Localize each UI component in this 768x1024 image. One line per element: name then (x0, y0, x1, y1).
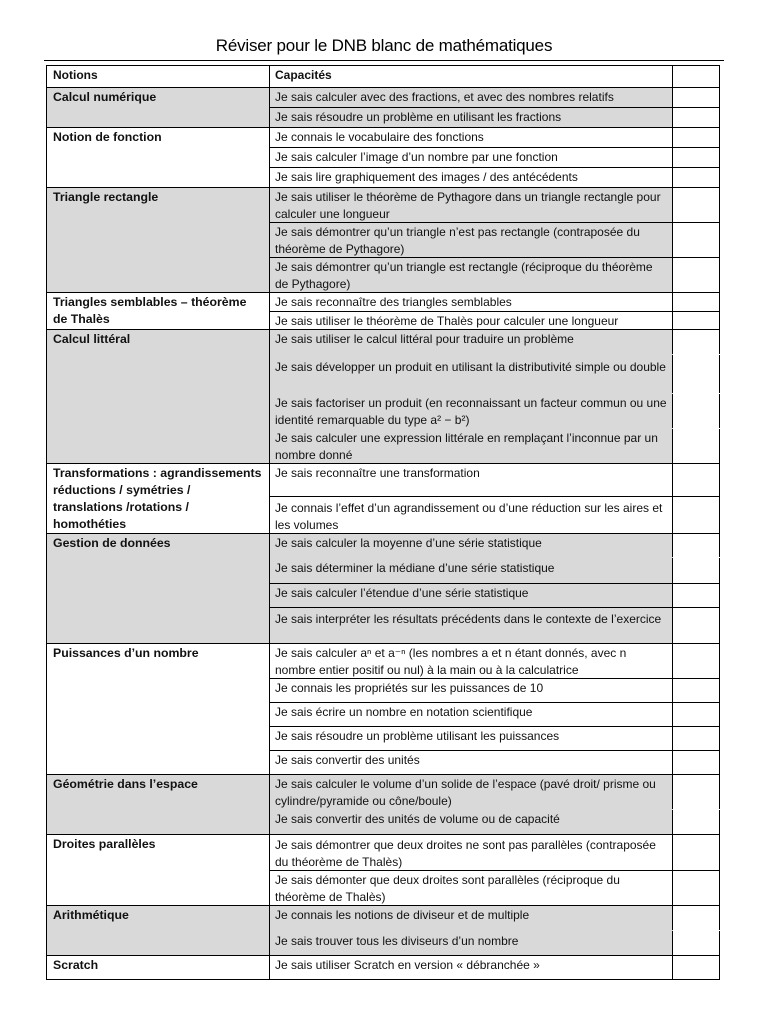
skill-cell: Je sais démontrer que deux droites ne sont pas parallèles (contraposée du théorème de Thalès) (270, 835, 673, 871)
notion-calcul-litteral: Calcul littéral (47, 330, 270, 464)
skill-cell: Je sais utiliser le théorème de Thalès pour calculer une longueur (270, 311, 673, 330)
check-cell[interactable] (673, 835, 720, 871)
skill-cell: Je sais démontrer qu’un triangle n’est pas rectangle (contraposée du théorème de Pythagore) (270, 223, 673, 258)
check-cell[interactable] (673, 429, 720, 464)
notion-triangles-semblables: Triangles semblables – théorème de Thalès (47, 293, 270, 330)
check-cell[interactable] (673, 751, 720, 775)
skill-cell: Je sais résoudre un problème utilisant les puissances (270, 727, 673, 751)
notion-transformations: Transformations : agrandissements réductions / symétries / translations /rotations / homothéties (47, 464, 270, 534)
check-cell[interactable] (673, 330, 720, 355)
skill-cell: Je sais calculer avec des fractions, et avec des nombres relatifs (270, 88, 673, 108)
skill-cell: Je sais calculer l’étendue d’une série statistique (270, 584, 673, 608)
skill-cell: Je sais convertir des unités (270, 751, 673, 775)
skill-cell: Je sais démontrer qu’un triangle est rectangle (réciproque du théorème de Pythagore) (270, 258, 673, 293)
table-row (47, 88, 720, 108)
table-row (47, 956, 720, 980)
check-cell[interactable] (673, 775, 720, 810)
check-cell[interactable] (673, 931, 720, 956)
check-cell[interactable] (673, 679, 720, 703)
check-cell[interactable] (673, 394, 720, 429)
skill-cell: Je sais écrire un nombre en notation scientifique (270, 703, 673, 727)
skill-cell: Je sais déterminer la médiane d’une série statistique (270, 558, 673, 584)
skill-cell: Je sais reconnaître une transformation (270, 464, 673, 497)
notion-puissances: Puissances d’un nombre (47, 644, 270, 775)
skill-cell: Je sais reconnaître des triangles semblables (270, 293, 673, 312)
check-cell[interactable] (673, 906, 720, 931)
check-cell[interactable] (673, 584, 720, 608)
check-cell[interactable] (673, 88, 720, 108)
check-cell[interactable] (673, 258, 720, 293)
notion-gestion-donnees: Gestion de données (47, 534, 270, 644)
table-row (47, 835, 720, 871)
check-cell[interactable] (673, 703, 720, 727)
skill-cell: Je sais interpréter les résultats précédents dans le contexte de l’exercice (270, 608, 673, 644)
table-row (47, 534, 720, 558)
table-row (47, 128, 720, 148)
check-cell[interactable] (673, 534, 720, 558)
table-row (47, 464, 720, 497)
check-cell[interactable] (673, 188, 720, 223)
check-cell[interactable] (673, 223, 720, 258)
table-row (47, 330, 720, 355)
table-row (47, 906, 720, 931)
header-notions: Notions (47, 66, 270, 88)
table-row (47, 293, 720, 312)
skill-cell: Je sais lire graphiquement des images / des antécédents (270, 168, 673, 188)
check-cell[interactable] (673, 727, 720, 751)
notion-geometrie-espace: Géométrie dans l’espace (47, 775, 270, 835)
skill-cell: Je connais l’effet d’un agrandissement ou d’une réduction sur les aires et les volumes (270, 497, 673, 534)
skill-cell: Je sais utiliser le calcul littéral pour traduire un problème (270, 330, 673, 355)
check-cell[interactable] (673, 464, 720, 497)
check-cell[interactable] (673, 608, 720, 644)
check-cell[interactable] (673, 108, 720, 128)
table-row (47, 188, 720, 223)
check-cell[interactable] (673, 311, 720, 330)
skill-cell: Je sais factoriser un produit (en reconnaissant un facteur commun ou une identité remarquable du type a² − b²) (270, 394, 673, 429)
skill-cell: Je sais calculer une expression littérale en remplaçant l’inconnue par un nombre donné (270, 429, 673, 464)
check-cell[interactable] (673, 644, 720, 679)
notion-triangle-rectangle: Triangle rectangle (47, 188, 270, 293)
page-title: Réviser pour le DNB blanc de mathématiques (215, 36, 553, 55)
check-cell[interactable] (673, 293, 720, 312)
title-underline (44, 60, 724, 61)
skill-cell: Je connais les notions de diviseur et de multiple (270, 906, 673, 931)
notion-droites-paralleles: Droites parallèles (47, 835, 270, 906)
header-capacites: Capacités (270, 66, 673, 88)
skill-cell: Je sais calculer la moyenne d’une série statistique (270, 534, 673, 558)
check-cell[interactable] (673, 956, 720, 980)
skill-cell: Je sais trouver tous les diviseurs d’un nombre (270, 931, 673, 956)
check-cell[interactable] (673, 871, 720, 906)
skill-cell: Je sais calculer l’image d’un nombre par une fonction (270, 148, 673, 168)
check-cell[interactable] (673, 497, 720, 534)
check-header-cell (673, 66, 720, 88)
skill-cell: Je sais calculer le volume d’un solide de l’espace (pavé droit/ prisme ou cylindre/pyramide ou cône/boule) (270, 775, 673, 810)
check-cell[interactable] (673, 168, 720, 188)
skill-cell: Je sais convertir des unités de volume ou de capacité (270, 810, 673, 835)
notion-fonction: Notion de fonction (47, 128, 270, 188)
skill-cell: Je connais le vocabulaire des fonctions (270, 128, 673, 148)
skill-cell: Je sais développer un produit en utilisant la distributivité simple ou double (270, 355, 673, 394)
check-cell[interactable] (673, 148, 720, 168)
skill-cell: Je sais démonter que deux droites sont parallèles (réciproque du théorème de Thalès) (270, 871, 673, 906)
notion-calcul-numerique: Calcul numérique (47, 88, 270, 128)
skill-cell: Je sais résoudre un problème en utilisant les fractions (270, 108, 673, 128)
skill-cell: Je sais utiliser Scratch en version « débranchée » (270, 956, 673, 980)
skill-cell: Je sais utiliser le théorème de Pythagore dans un triangle rectangle pour calculer une longueur (270, 188, 673, 223)
skill-cell: Je connais les propriétés sur les puissances de 10 (270, 679, 673, 703)
check-cell[interactable] (673, 355, 720, 394)
check-cell[interactable] (673, 558, 720, 584)
skill-cell: Je sais calculer aⁿ et a⁻ⁿ (les nombres a et n étant donnés, avec n nombre entier positif ou nul) à la main ou à la calculatrice (270, 644, 673, 679)
table-row (47, 644, 720, 679)
notion-arithmetique: Arithmétique (47, 906, 270, 956)
table-row (47, 775, 720, 810)
check-cell[interactable] (673, 128, 720, 148)
revision-table (46, 65, 720, 980)
check-cell[interactable] (673, 810, 720, 835)
notion-scratch: Scratch (47, 956, 270, 980)
table-header-row (47, 66, 720, 88)
